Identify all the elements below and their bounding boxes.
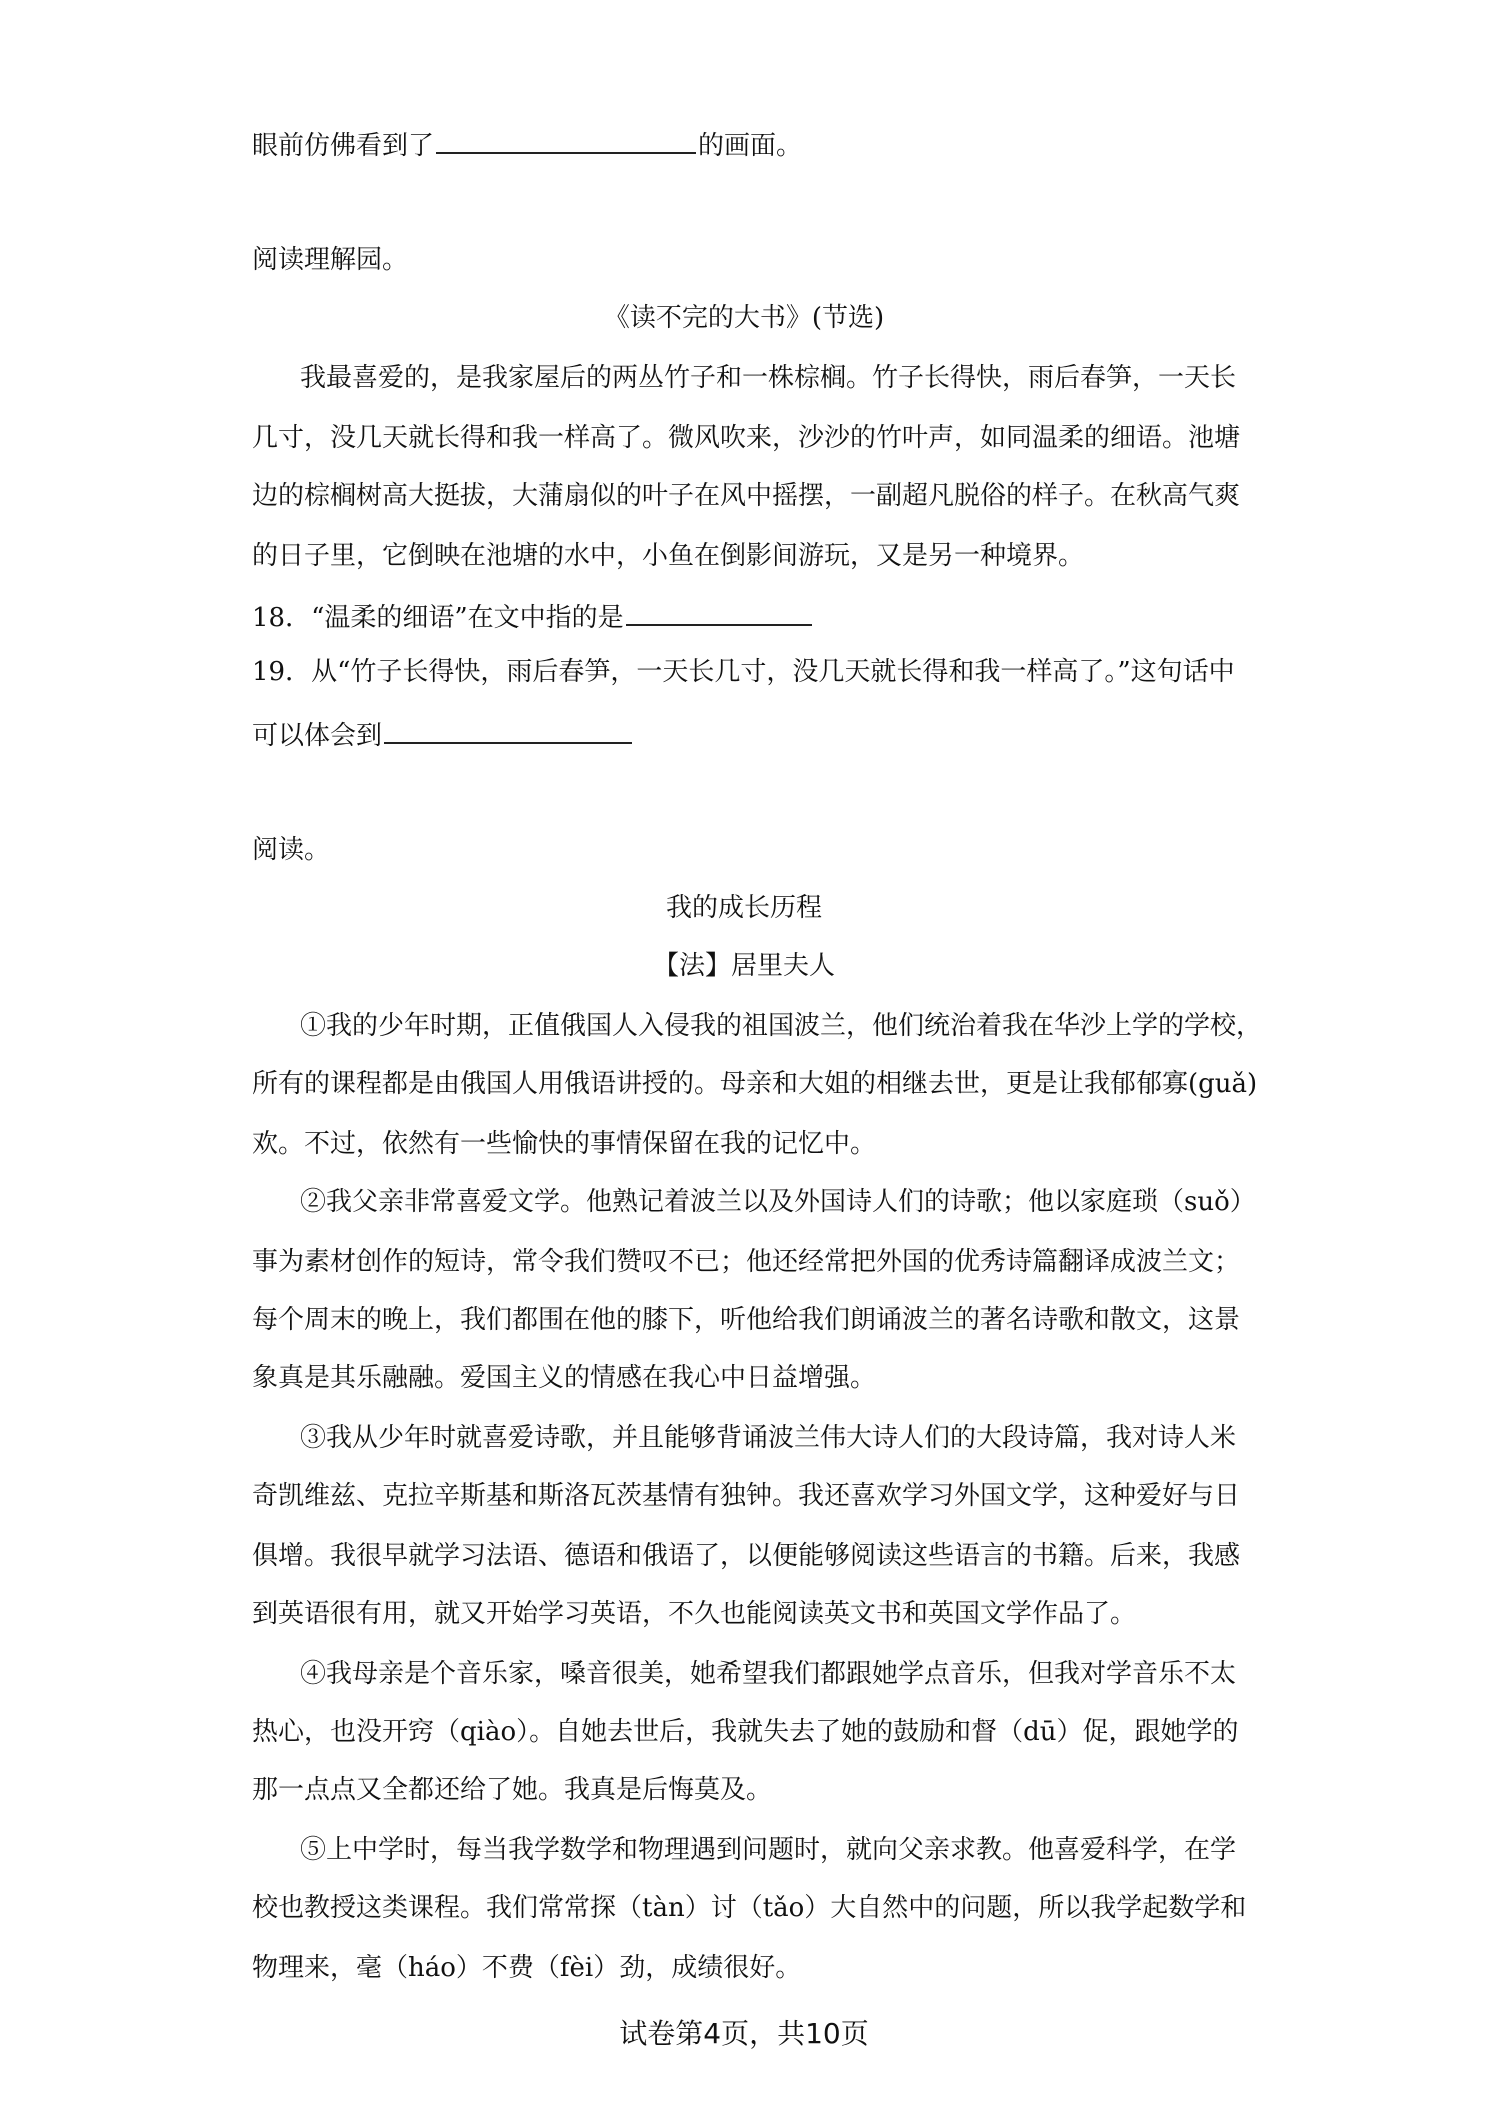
page-footer: 试卷第4页，共10页 — [619, 2017, 869, 2050]
section2-para-line: 所有的课程都是由俄国人用俄语讲授的。母亲和大姐的相继去世，更是让我郁郁寡(guǎ) — [252, 1069, 1258, 1099]
section2-para-line: 那一点点又全都还给了她。我真是后悔莫及。 — [252, 1775, 773, 1805]
section2-para-line: 欢。不过，依然有一些愉快的事情保留在我的记忆中。 — [252, 1129, 877, 1159]
answer-blank[interactable] — [436, 126, 696, 154]
question-18 — [252, 598, 1242, 634]
section2-para-line: 物理来，毫（háo）不费（fèi）劲，成绩很好。 — [252, 1953, 802, 1983]
answer-blank[interactable] — [626, 598, 812, 626]
section2-para-line: ④我母亲是个音乐家，嗓音很美，她希望我们都跟她学点音乐，但我对学音乐不太 — [300, 1659, 1237, 1689]
top-suffix: 的画面。 — [698, 131, 803, 161]
section1-para-line: 的日子里，它倒映在池塘的水中，小鱼在倒影间游玩，又是另一种境界。 — [252, 541, 1085, 571]
section2-para-line: 热心，也没开窍（qiào）。自她去世后，我就失去了她的鼓励和督（dū）促，跟她学的 — [252, 1717, 1239, 1747]
section1-title: 《读不完的大书》(节选) — [603, 303, 885, 333]
section2-para-line: 俱增。我很早就学习法语、德语和俄语了，以便能够阅读这些语言的书籍。后来，我感 — [252, 1541, 1241, 1571]
section2-para-line: 每个周末的晚上，我们都围在他的膝下，听他给我们朗诵波兰的著名诗歌和散文，这景 — [252, 1305, 1241, 1335]
section2-para-line: 象真是其乐融融。爱国主义的情感在我心中日益增强。 — [252, 1363, 877, 1393]
section1-para-line: 边的棕榈树高大挺拔，大蒲扇似的叶子在风中摇摆，一副超凡脱俗的样子。在秋高气爽 — [252, 481, 1241, 511]
question-19-line2 — [252, 716, 1242, 752]
section1-intro: 阅读理解园。 — [252, 245, 409, 275]
section2-para-line: 到英语很有用，就又开始学习英语，不久也能阅读英文书和英国文学作品了。 — [252, 1599, 1137, 1629]
section2-intro: 阅读。 — [252, 835, 331, 865]
section1-para-line: 几寸，没几天就长得和我一样高了。微风吹来，沙沙的竹叶声，如同温柔的细语。池塘 — [252, 423, 1241, 453]
section2-para-line: ③我从少年时就喜爱诗歌，并且能够背诵波兰伟大诗人们的大段诗篇，我对诗人米 — [300, 1423, 1237, 1453]
section2-para-line: ①我的少年时期，正值俄国人入侵我的祖国波兰，他们统治着我在华沙上学的学校， — [300, 1011, 1263, 1041]
section2-title: 我的成长历程 — [665, 893, 822, 923]
section2-para-line: 事为素材创作的短诗，常令我们赞叹不已；他还经常把外国的优秀诗篇翻译成波兰文； — [252, 1247, 1241, 1277]
section1-para-line: 我最喜爱的，是我家屋后的两丛竹子和一株棕榈。竹子长得快，雨后春笋，一天长 — [300, 363, 1237, 393]
question-19-text: 可以体会到 — [252, 721, 383, 751]
question-19-line1: 19．从“竹子长得快，雨后春笋，一天长几寸，没几天就长得和我一样高了。”这句话中 — [252, 657, 1235, 687]
answer-blank[interactable] — [384, 716, 632, 744]
top-fill-blank-line — [252, 126, 1242, 162]
question-18-text: 18．“温柔的细语”在文中指的是 — [252, 603, 624, 633]
top-prefix: 眼前仿佛看到了 — [252, 131, 435, 161]
section2-para-line: 校也教授这类课程。我们常常探（tàn）讨（tǎo）大自然中的问题，所以我学起数学和 — [252, 1893, 1247, 1923]
section2-para-line: 奇凯维兹、克拉辛斯基和斯洛瓦茨基情有独钟。我还喜欢学习外国文学，这种爱好与日 — [252, 1481, 1241, 1511]
section2-author: 【法】居里夫人 — [652, 951, 835, 981]
section2-para-line: ②我父亲非常喜爱文学。他熟记着波兰以及外国诗人们的诗歌；他以家庭琐（suǒ） — [300, 1187, 1256, 1217]
section2-para-line: ⑤上中学时，每当我学数学和物理遇到问题时，就向父亲求教。他喜爱科学，在学 — [300, 1835, 1237, 1865]
